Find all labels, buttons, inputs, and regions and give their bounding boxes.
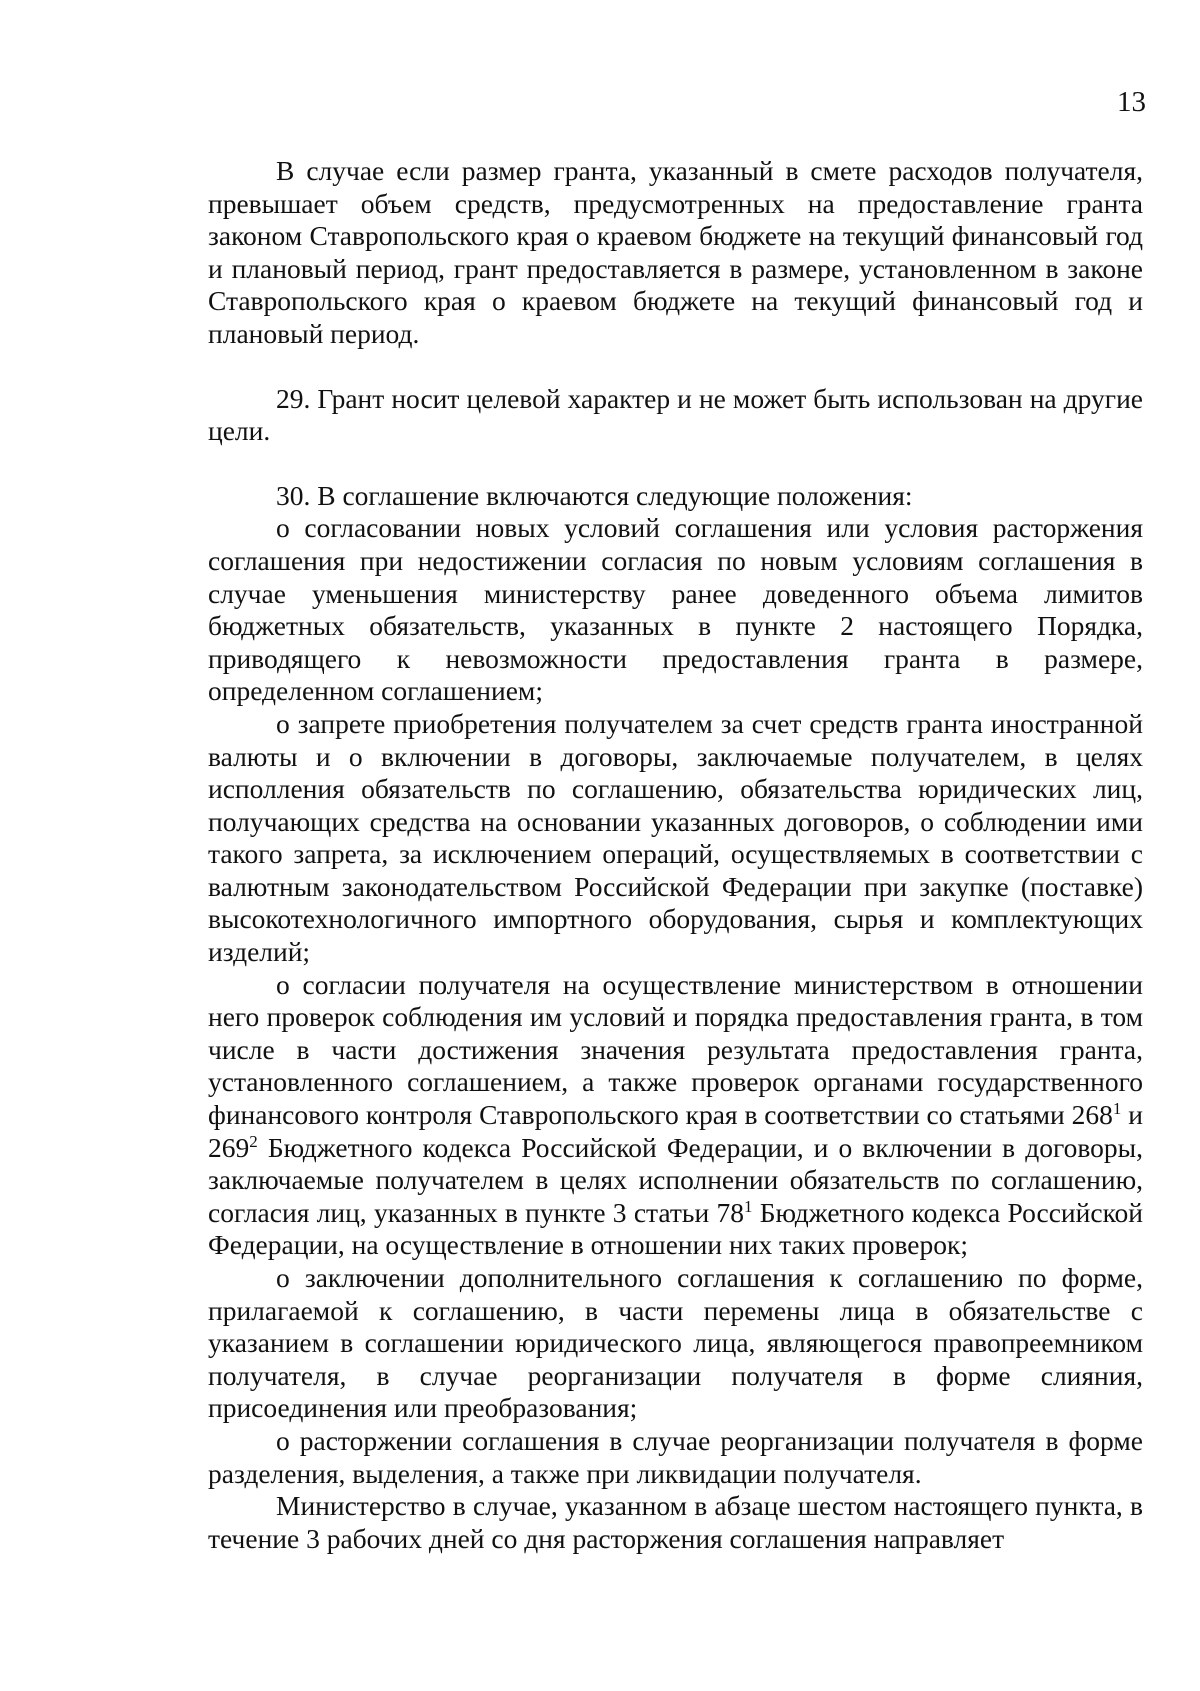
document-body (208, 155, 1143, 1555)
superscript-269: 2 (249, 1131, 258, 1151)
paragraph-ministry-notice: Министерство в случае, указанном в абзаце шестом настоящего пункта, в течение 3 рабочих дней со дня расторжения соглашения направляет (208, 1490, 1143, 1554)
superscript-78: 1 (743, 1196, 753, 1216)
paragraph-29: 29. Грант носит целевой характер и не может быть использован на другие цели. (208, 382, 1143, 447)
superscript-268: 1 (1112, 1098, 1122, 1118)
page-number: 13 (1117, 86, 1146, 118)
paragraph-30-heading: 30. В соглашение включаются следующие положения: (276, 479, 913, 511)
provision-inspections-consent (208, 969, 1143, 1262)
provision-currency-ban: о запрете приобретения получателем за счет средств гранта иностранной валюты и о включении в договоры, заключаемые получателем, в целях исполления обязательств по соглашению, обязательства юридических лиц, получающих средства на основании указанных договоров, о соблюдении ими такого запрета, за исключением операций, осуществляемых в соответствии с валютным законодательством Российской Федерации при закупке (поставке) высокотехнологичного импортного оборудования, сырья и комплектующих изделий; (208, 707, 1143, 968)
provision-inspections-text-1: о согласии получателя на осуществление министерством в отношении него проверок соблюдения им условий и порядка предоставления гранта, в том числе в части достижения значения результата предоставления гранта, установленного соглашением, а также проверок органами государственного финансового контроля Ставропольского края в соответствии со статьями 268 (208, 968, 1143, 1131)
provision-inspections-text-2: и 269 (208, 1099, 1143, 1163)
provision-inspections-text-3: Бюджетного кодекса Российской Федерации, и о включении в договоры, заключаемые получателем в целях исполнении обязательств по соглашению, согласия лиц, указанных в пункте 3 статьи 78 (208, 1131, 1143, 1228)
paragraph-grant-size: В случае если размер гранта, указанный в смете расходов получателя, превышает объем средств, предусмотренных на предоставление гранта законом Ставропольского края о краевом бюджете на текущий финансовый год и плановый период, грант предоставляется в размере, установленном в законе Ставропольского края о краевом бюджете на текущий финансовый год и плановый период. (208, 155, 1143, 349)
provision-inspections-text-4: Бюджетного кодекса Российской Федерации, на осуществление в отношении них таких проверок; (208, 1196, 1143, 1261)
provision-termination: о расторжении соглашения в случае реорганизации получателя в форме разделения, выделения, а также при ликвидации получателя. (208, 1424, 1143, 1489)
provision-additional-agreement: о заключении дополнительного соглашения к соглашению по форме, прилагаемой к соглашению, в части перемены лица в обязательстве с указанием в соглашении юридического лица, являющегося правопреемником получателя, в случае реорганизации получателя в форме слияния, присоединения или преобразования; (208, 1262, 1143, 1424)
provision-new-conditions: о согласовании новых условий соглашения или условия расторжения соглашения при недостижении согласия по новым условиям соглашения в случае уменьшения министерству ранее доведенного объема лимитов бюджетных обязательств, указанных в пункте 2 настоящего Порядка, приводящего к невозможности предоставления гранта в размере, определенном соглашением; (208, 512, 1143, 707)
